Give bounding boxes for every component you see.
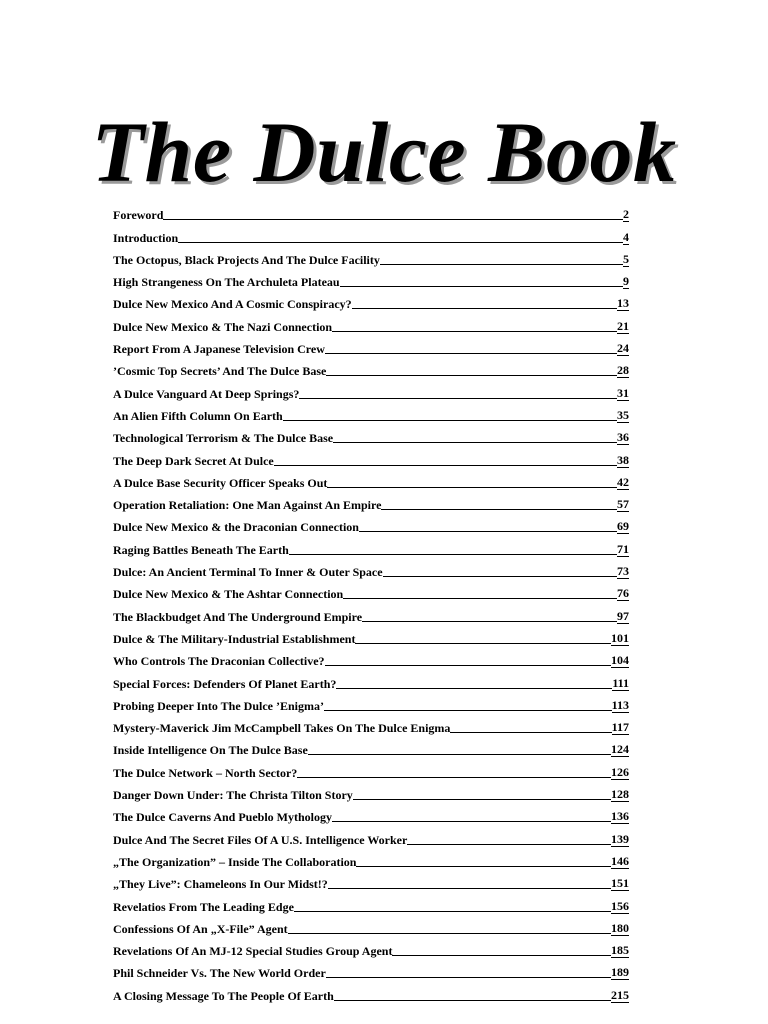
toc-entry-page: 42 — [617, 474, 629, 489]
toc-entry — [113, 534, 629, 556]
toc-entry-page: 21 — [617, 318, 629, 333]
toc-leader-line — [381, 508, 617, 510]
toc-entry-page: 189 — [611, 965, 629, 980]
toc-entry — [113, 713, 629, 735]
toc-leader-line — [325, 352, 617, 354]
toc-entry-page: 73 — [617, 564, 629, 579]
toc-entry-title: Danger Down Under: The Christa Tilton Story — [113, 788, 353, 803]
toc-entry — [113, 468, 629, 490]
toc-entry-title: The Blackbudget And The Underground Empire — [113, 609, 363, 624]
toc-entry-title: Dulce New Mexico & The Ashtar Connection — [113, 587, 344, 602]
toc-entry-title: Inside Intelligence On The Dulce Base — [113, 743, 308, 758]
toc-leader-line — [178, 241, 623, 243]
toc-entry — [113, 445, 629, 467]
toc-leader-line — [308, 753, 611, 755]
toc-entry-page: 111 — [612, 675, 629, 690]
toc-entry-title: Confessions Of An „X-File” Agent — [113, 921, 288, 936]
toc-leader-line — [294, 910, 611, 912]
toc-entry-page: 151 — [611, 876, 629, 891]
toc-entry-title: ’Cosmic Top Secrets’ And The Dulce Base — [113, 364, 327, 379]
toc-leader-line — [288, 932, 611, 934]
toc-entry-title: Dulce New Mexico & The Nazi Connection — [113, 319, 333, 334]
toc-entry-page: 104 — [611, 653, 629, 668]
toc-entry — [113, 624, 629, 646]
toc-entry-page: 9 — [623, 274, 629, 289]
book-title: The Dulce Book — [91, 103, 677, 200]
toc-entry — [113, 222, 629, 244]
toc-entry — [113, 512, 629, 534]
toc-entry — [113, 267, 629, 289]
toc-entry-page: 24 — [617, 341, 629, 356]
toc-entry — [113, 334, 629, 356]
toc-entry-title: Foreword — [113, 208, 164, 223]
toc-entry — [113, 646, 629, 668]
toc-entry-title: Phil Schneider Vs. The New World Order — [113, 966, 326, 981]
toc-entry-page: 13 — [617, 296, 629, 311]
toc-leader-line — [383, 575, 617, 577]
toc-leader-line — [359, 530, 617, 532]
toc-entry — [113, 356, 629, 378]
toc-entry-page: 139 — [611, 831, 629, 846]
toc-entry — [113, 490, 629, 512]
toc-leader-line — [450, 731, 611, 733]
toc-entry-page: 101 — [611, 630, 629, 645]
toc-entry-page: 185 — [611, 943, 629, 958]
toc-leader-line — [324, 709, 612, 711]
toc-entry-title: Probing Deeper Into The Dulce ’Enigma’ — [113, 698, 325, 713]
toc-entry — [113, 200, 629, 222]
toc-leader-line — [326, 976, 611, 978]
toc-entry — [113, 557, 629, 579]
toc-entry — [113, 691, 629, 713]
toc-entry-page: 69 — [617, 519, 629, 534]
toc-leader-line — [299, 397, 617, 399]
toc-entry — [113, 891, 629, 913]
toc-entry-page: 136 — [611, 809, 629, 824]
toc-entry — [113, 757, 629, 779]
toc-entry — [113, 958, 629, 980]
toc-entry-page: 31 — [617, 385, 629, 400]
toc-entry-title: Revelatios From The Leading Edge — [113, 899, 294, 914]
toc-leader-line — [274, 464, 617, 466]
toc-entry — [113, 980, 629, 1002]
toc-entry-page: 57 — [617, 497, 629, 512]
toc-entry-page: 38 — [617, 452, 629, 467]
toc-entry-page: 36 — [617, 430, 629, 445]
toc-entry-title: Who Controls The Draconian Collective? — [113, 654, 325, 669]
toc-leader-line — [343, 597, 617, 599]
toc-entry-title: Special Forces: Defenders Of Planet Earth? — [113, 676, 337, 691]
toc-leader-line — [362, 620, 617, 622]
toc-entry-page: 124 — [611, 742, 629, 757]
toc-entry-page: 2 — [623, 207, 629, 222]
toc-entry-title: A Closing Message To The People Of Earth — [113, 988, 334, 1003]
toc-entry — [113, 289, 629, 311]
toc-entry-title: „The Organization” – Inside The Collaboration — [113, 854, 357, 869]
toc-entry-title: „They Live”: Chameleons In Our Midst!? — [113, 877, 328, 892]
toc-leader-line — [325, 664, 611, 666]
toc-entry — [113, 802, 629, 824]
toc-entry-page: 126 — [611, 764, 629, 779]
toc-entry-title: Operation Retaliation: One Man Against An Empire — [113, 498, 382, 513]
toc-leader-line — [326, 374, 617, 376]
toc-entry — [113, 914, 629, 936]
toc-leader-line — [336, 687, 612, 689]
toc-entry-title: The Octopus, Black Projects And The Dulce Facility — [113, 252, 380, 267]
toc-entry-page: 156 — [611, 898, 629, 913]
toc-entry-title: Dulce: An Ancient Terminal To Inner & Outer Space — [113, 565, 383, 580]
toc-entry — [113, 601, 629, 623]
toc-entry-page: 76 — [617, 586, 629, 601]
toc-entry — [113, 780, 629, 802]
toc-leader-line — [356, 865, 611, 867]
toc-leader-line — [297, 776, 611, 778]
toc-entry-page: 113 — [611, 697, 629, 712]
toc-entry-page: 180 — [611, 920, 629, 935]
toc-leader-line — [332, 820, 611, 822]
table-of-contents — [113, 200, 629, 1003]
toc-entry-title: High Strangeness On The Archuleta Plateau — [113, 275, 340, 290]
toc-entry — [113, 735, 629, 757]
toc-leader-line — [328, 887, 611, 889]
toc-entry — [113, 401, 629, 423]
toc-entry-page: 128 — [611, 787, 629, 802]
toc-entry — [113, 847, 629, 869]
toc-entry — [113, 869, 629, 891]
toc-entry — [113, 668, 629, 690]
toc-leader-line — [332, 330, 617, 332]
toc-leader-line — [392, 954, 611, 956]
toc-entry-page: 146 — [611, 853, 629, 868]
toc-entry-title: Dulce New Mexico And A Cosmic Conspiracy? — [113, 297, 352, 312]
toc-entry-title: Report From A Japanese Television Crew — [113, 342, 325, 357]
toc-leader-line — [163, 218, 623, 220]
toc-leader-line — [327, 486, 617, 488]
toc-entry-page: 97 — [617, 608, 629, 623]
toc-entry — [113, 423, 629, 445]
toc-entry — [113, 378, 629, 400]
toc-entry-page: 5 — [623, 251, 629, 266]
toc-entry — [113, 824, 629, 846]
toc-leader-line — [289, 553, 617, 555]
toc-entry-title: Introduction — [113, 230, 179, 245]
toc-leader-line — [334, 999, 611, 1001]
toc-entry-title: Dulce & The Military-Industrial Establishment — [113, 631, 356, 646]
toc-entry-title: Technological Terrorism & The Dulce Base — [113, 431, 334, 446]
toc-leader-line — [407, 843, 611, 845]
toc-entry-title: An Alien Fifth Column On Earth — [113, 408, 283, 423]
toc-leader-line — [283, 419, 617, 421]
toc-entry — [113, 245, 629, 267]
toc-entry-title: Mystery-Maverick Jim McCampbell Takes On The Dulce Enigma — [113, 721, 451, 736]
toc-entry-title: A Dulce Vanguard At Deep Springs? — [113, 386, 300, 401]
toc-entry-title: Dulce New Mexico & the Draconian Connection — [113, 520, 359, 535]
toc-entry-page: 35 — [617, 407, 629, 422]
toc-entry-title: Raging Battles Beneath The Earth — [113, 542, 289, 557]
toc-entry — [113, 936, 629, 958]
toc-leader-line — [353, 798, 611, 800]
toc-entry-title: A Dulce Base Security Officer Speaks Out — [113, 475, 328, 490]
toc-entry-title: The Dulce Caverns And Pueblo Mythology — [113, 810, 333, 825]
toc-entry-page: 117 — [611, 720, 629, 735]
toc-leader-line — [352, 307, 617, 309]
toc-entry — [113, 311, 629, 333]
toc-entry-page: 215 — [611, 987, 629, 1002]
toc-leader-line — [355, 642, 611, 644]
toc-entry-page: 28 — [617, 363, 629, 378]
toc-leader-line — [340, 285, 623, 287]
toc-entry-title: Dulce And The Secret Files Of A U.S. Intelligence Worker — [113, 832, 408, 847]
toc-leader-line — [380, 263, 623, 265]
toc-entry-title: The Dulce Network – North Sector? — [113, 765, 298, 780]
toc-entry — [113, 579, 629, 601]
toc-entry-title: The Deep Dark Secret At Dulce — [113, 453, 274, 468]
toc-entry-page: 4 — [623, 229, 629, 244]
toc-entry-title: Revelations Of An MJ-12 Special Studies Group Agent — [113, 944, 393, 959]
toc-leader-line — [333, 441, 617, 443]
toc-entry-page: 71 — [617, 541, 629, 556]
